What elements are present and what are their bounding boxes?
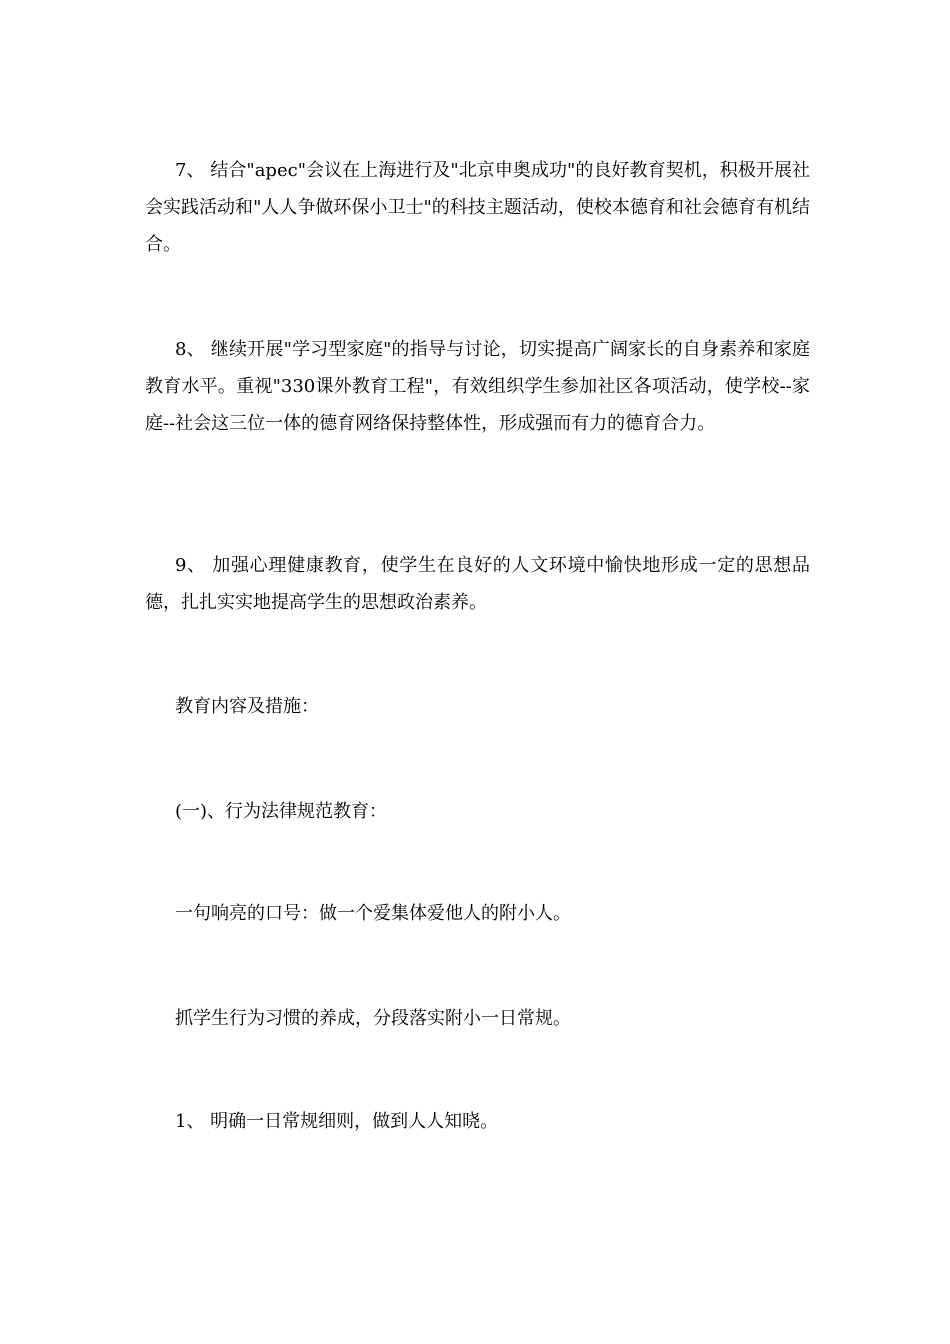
paragraph-item-9	[145, 547, 810, 621]
paragraph-text: 8、 继续开展"学习型家庭"的指导与讨论，切实提高广阔家长的自身素养和家庭教育水平。重视"330课外教育工程"，有效组织学生参加社区各项活动，使学校--家庭--社会这三位一体的德育网络保持整体性，形成强而有力的德育合力。	[145, 339, 810, 434]
paragraph-text: 7、 结合"apec"会议在上海进行及"北京申奥成功"的良好教育契机，积极开展社会实践活动和"人人争做环保小卫士"的科技主题活动，使校本德育和社会德育有机结合。	[145, 160, 810, 255]
slogan-line: 一句响亮的口号：做一个爱集体爱他人的附小人。	[175, 903, 571, 924]
list-item-1: 1、 明确一日常规细则，做到人人知晓。	[175, 1111, 499, 1132]
body-line: 抓学生行为习惯的养成，分段落实附小一日常规。	[175, 1008, 571, 1029]
subsection-heading: (一)、行为法律规范教育：	[175, 801, 388, 822]
paragraph-item-8	[145, 331, 810, 442]
paragraph-text: 9、 加强心理健康教育，使学生在良好的人文环境中愉快地形成一定的思想品德，扎扎实实地提高学生的思想政治素养。	[145, 555, 810, 613]
paragraph-item-7	[145, 152, 810, 263]
section-heading: 教育内容及措施：	[175, 696, 319, 717]
